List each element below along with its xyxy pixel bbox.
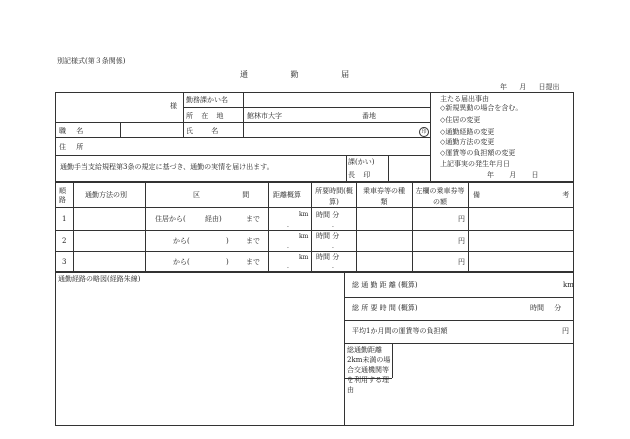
chief-label: 長 印 <box>348 171 371 179</box>
th-ticket: 乗車券等の種 類 <box>363 187 405 206</box>
row-time: 時間 分 <box>316 211 340 219</box>
reason-item: ◇新規異動の場合を含む。 <box>440 104 523 112</box>
row-no: 3 <box>62 258 67 266</box>
th-method: 通勤方法の別 <box>85 191 127 199</box>
total-time-label: 総 所 要 時 間 (概算) <box>352 304 418 312</box>
occurrence-label: 上記事実の発生年月日 <box>440 160 510 168</box>
total-distance-unit: km <box>563 281 574 289</box>
row-no: 2 <box>62 237 67 245</box>
row-route: 住居から( <box>155 215 186 223</box>
statement: 通勤手当支給規程第3条の規定に基づき、通勤の実情を届け出ます。 <box>60 163 274 171</box>
submit-date: 年 月 日提出 <box>500 83 560 91</box>
row-via: 経由) <box>205 215 222 223</box>
row-yen: 円 <box>458 215 465 223</box>
th-distance: 距離概算 <box>273 191 301 199</box>
address-label: 住 所 <box>59 143 84 151</box>
reason-item: ◇運賃等の負担額の変更 <box>440 149 516 157</box>
form-id: 別記様式(第３条関係) <box>57 57 126 65</box>
row-made: まで <box>246 237 260 245</box>
monthly-fare-label: 平均1か月間の運賃等の負担額 <box>352 327 448 335</box>
row-km: km <box>299 233 309 240</box>
reasons-title: 主たる届出事由 <box>440 95 489 103</box>
th-fare: 左欄の乗車券等の額 <box>415 187 465 206</box>
reason-item: ◇住居の変更 <box>440 116 481 124</box>
reason-item: ◇通勤方法の変更 <box>440 138 495 146</box>
banchi-label: 番地 <box>362 112 376 120</box>
row-via: ) <box>226 237 229 245</box>
total-time-unit: 時間 分 <box>530 304 562 312</box>
row-route: から( <box>173 258 190 266</box>
seal-mark: 印 <box>419 127 429 137</box>
bottom-section <box>55 272 574 426</box>
employer-label: 勤務課かい名 <box>186 96 228 104</box>
monthly-fare-unit: 円 <box>562 327 569 335</box>
shimei-label: 氏 名 <box>186 127 219 135</box>
row-no: 1 <box>62 215 67 223</box>
location-label: 所 在 地 <box>186 112 224 120</box>
occurrence-date: 年 月 日 <box>487 171 539 179</box>
shokumei-label: 職 名 <box>59 127 84 135</box>
dept-label: 課(かい) <box>348 158 375 166</box>
row-yen: 円 <box>458 237 465 245</box>
row-time: 時間 分 <box>316 253 340 261</box>
th-remarks: 備 考 <box>473 191 570 199</box>
row-km: km <box>299 211 309 218</box>
row-via: ) <box>226 258 229 266</box>
row-route: から( <box>173 237 190 245</box>
map-label: 通勤経路の略図(経路朱線) <box>58 275 141 283</box>
th-section-no: 順路 <box>59 187 66 204</box>
sama-label: 様 <box>170 102 177 110</box>
reason-item: ◇通勤経路の変更 <box>440 128 495 136</box>
row-time: 時間 分 <box>316 232 340 240</box>
row-km: km <box>299 254 309 261</box>
form-title: 通 勤 届 <box>240 70 370 79</box>
th-time: 所要時間(概算) <box>315 187 353 206</box>
row-made: まで <box>246 215 260 223</box>
row-made: まで <box>246 258 260 266</box>
th-route: 区 間 <box>193 191 250 199</box>
total-distance-label: 総 通 勤 距 離 (概算) <box>352 281 418 289</box>
short-reason-label: 総通勤距離2km未満の場合交通機関等を利用する理由 <box>347 346 391 394</box>
location-value: 館林市大字 <box>247 112 282 120</box>
row-yen: 円 <box>458 258 465 266</box>
